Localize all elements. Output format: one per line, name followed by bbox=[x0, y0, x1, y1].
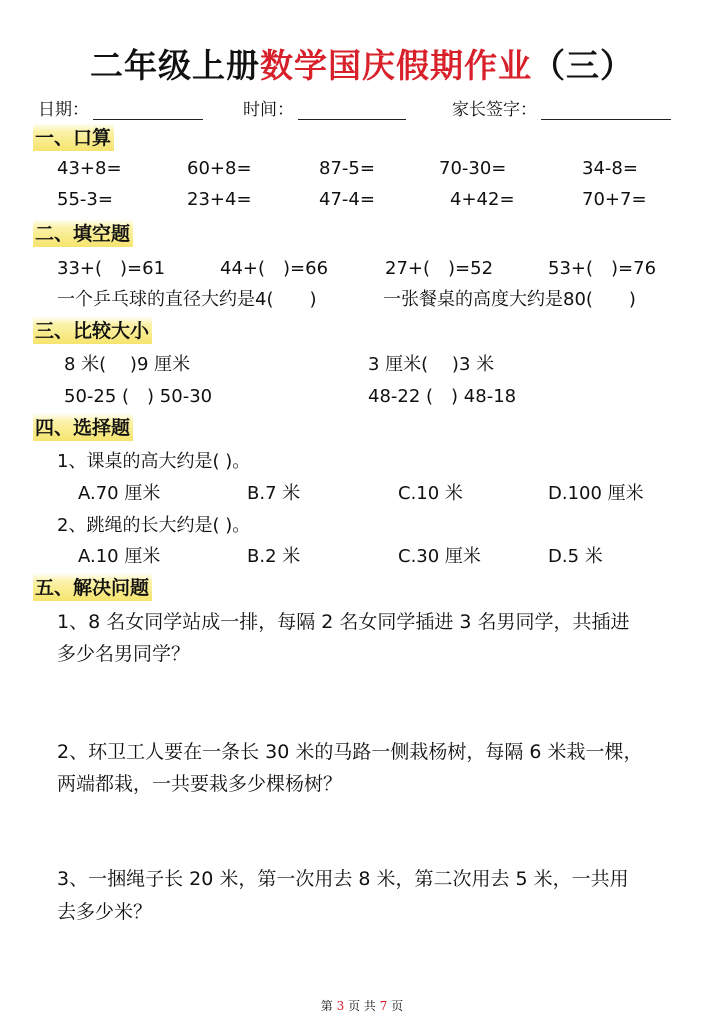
oral-item: 4+42= bbox=[450, 189, 515, 210]
fill-item: 44+( )=66 bbox=[220, 258, 329, 279]
fill-item: 27+( )=52 bbox=[385, 258, 494, 279]
fill-item-pingpong: 一个乒乓球的直径大约是4( ) bbox=[57, 289, 317, 310]
date-blank[interactable] bbox=[93, 101, 203, 120]
fill-item: 53+( )=76 bbox=[548, 258, 657, 279]
choice-option: D.100 厘米 bbox=[548, 483, 644, 504]
choice-question-1: 1、课桌的高大约是( )。 bbox=[57, 451, 251, 472]
problem-3-line-1: 3、一捆绳子长 20 米，第一次用去 8 米，第二次用去 5 米，一共用 bbox=[57, 868, 629, 890]
date-field bbox=[38, 95, 203, 120]
footer-prefix: 第 bbox=[320, 999, 337, 1013]
oral-item: 87-5= bbox=[319, 158, 375, 179]
oral-item: 23+4= bbox=[187, 189, 252, 210]
choice-question-2: 2、跳绳的长大约是( )。 bbox=[57, 515, 251, 536]
time-label: 时间： bbox=[243, 100, 294, 120]
section-heading-fill: 二、填空题 bbox=[33, 219, 133, 247]
oral-item: 60+8= bbox=[187, 158, 252, 179]
total-page-number: 7 bbox=[379, 999, 388, 1013]
title-red: 数学国庆假期作业 bbox=[260, 46, 532, 85]
choice-option: A.10 厘米 bbox=[78, 546, 161, 567]
compare-item: 8 米( )9 厘米 bbox=[64, 354, 191, 375]
choice-option: A.70 厘米 bbox=[78, 483, 161, 504]
choice-option: C.30 厘米 bbox=[398, 546, 481, 567]
oral-item: 55-3= bbox=[57, 189, 113, 210]
fill-item-table: 一张餐桌的高度大约是80( ) bbox=[383, 289, 636, 310]
parent-signature-field bbox=[452, 95, 671, 120]
fill-item: 33+( )=61 bbox=[57, 258, 166, 279]
parent-signature-label: 家长签字： bbox=[452, 100, 537, 120]
oral-item: 70+7= bbox=[582, 189, 647, 210]
choice-option: B.7 米 bbox=[247, 483, 301, 504]
time-blank[interactable] bbox=[298, 101, 406, 120]
oral-item: 47-4= bbox=[319, 189, 375, 210]
section-heading-compare: 三、比较大小 bbox=[33, 316, 152, 344]
section-heading-problems: 五、解决问题 bbox=[33, 573, 152, 601]
page-footer bbox=[0, 997, 724, 1014]
title-suffix: （三） bbox=[532, 46, 634, 85]
problem-1-line-1: 1、8 名女同学站成一排，每隔 2 名女同学插进 3 名男同学，共插进 bbox=[57, 611, 630, 633]
current-page-number: 3 bbox=[336, 999, 345, 1013]
compare-item: 50-25 ( ) 50-30 bbox=[64, 386, 213, 407]
title-black: 二年级上册 bbox=[90, 46, 260, 85]
date-label: 日期： bbox=[38, 100, 89, 120]
section-heading-choice: 四、选择题 bbox=[33, 413, 133, 441]
parent-signature-blank[interactable] bbox=[541, 101, 671, 120]
section-heading-oral: 一、口算 bbox=[33, 123, 114, 151]
footer-mid: 页 共 bbox=[344, 999, 380, 1013]
compare-item: 48-22 ( ) 48-18 bbox=[368, 386, 517, 407]
oral-item: 43+8= bbox=[57, 158, 122, 179]
time-field bbox=[243, 95, 406, 120]
problem-2-line-1: 2、环卫工人要在一条长 30 米的马路一侧栽杨树，每隔 6 米栽一棵， bbox=[57, 741, 643, 763]
problem-1-line-2: 多少名男同学？ bbox=[57, 643, 191, 665]
oral-item: 34-8= bbox=[582, 158, 638, 179]
problem-2-line-2: 两端都栽，一共要栽多少棵杨树？ bbox=[57, 773, 343, 795]
oral-item: 70-30= bbox=[439, 158, 507, 179]
page-title bbox=[0, 40, 724, 87]
compare-item: 3 厘米( )3 米 bbox=[368, 354, 495, 375]
choice-option: C.10 米 bbox=[398, 483, 463, 504]
footer-suffix: 页 bbox=[387, 999, 404, 1013]
choice-option: B.2 米 bbox=[247, 546, 301, 567]
problem-3-line-2: 去多少米？ bbox=[57, 901, 153, 923]
choice-option: D.5 米 bbox=[548, 546, 603, 567]
